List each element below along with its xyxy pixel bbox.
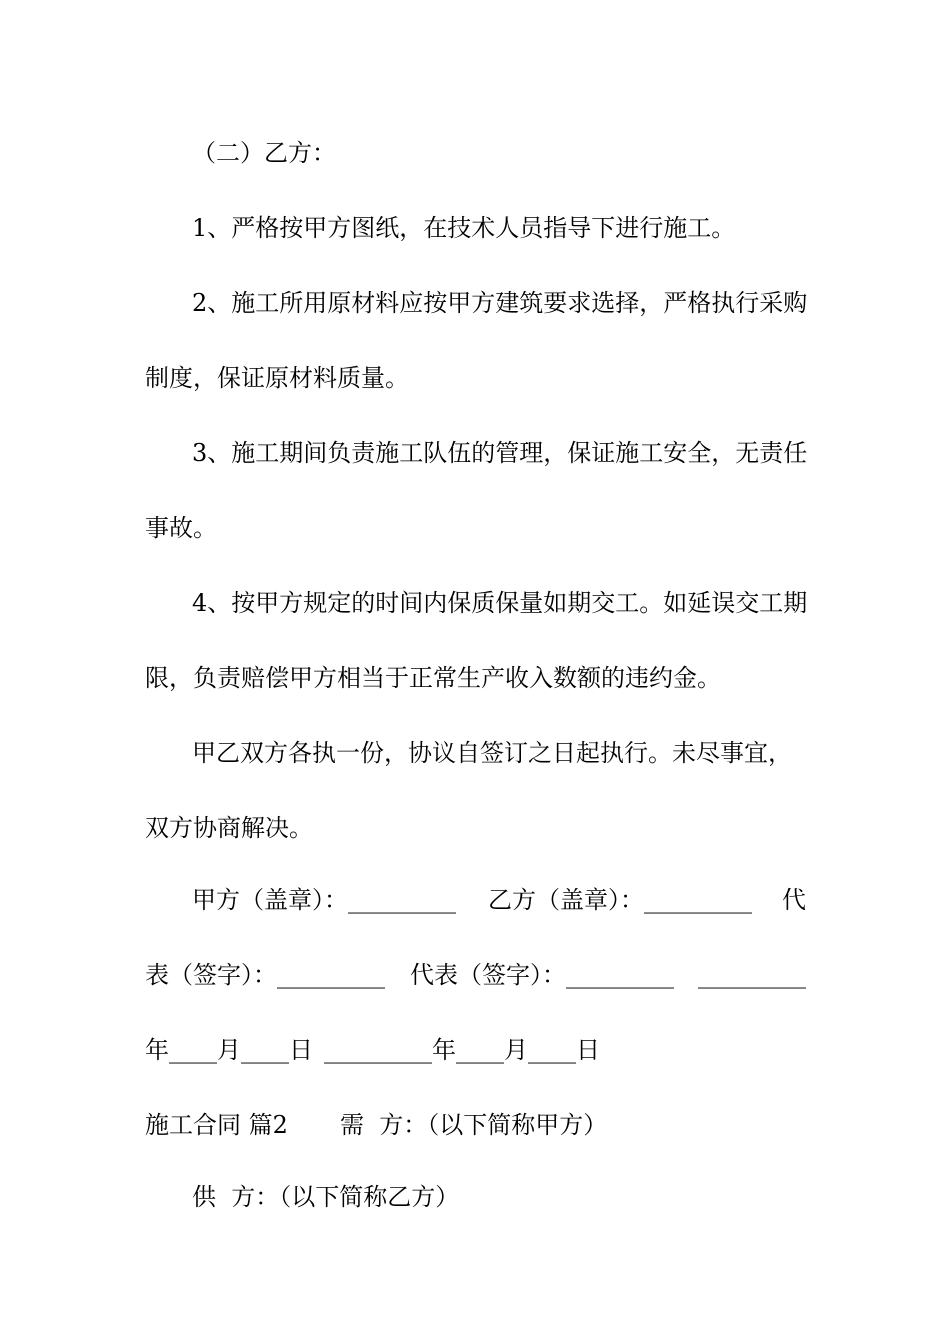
representative-label-start: 代: [782, 886, 806, 914]
clause-3-line-1: 3、施工期间负责施工队伍的管理，保证施工安全，无责任: [192, 439, 808, 467]
section-2-heading: 施工合同 篇2: [145, 1111, 288, 1139]
clause-2-line-2: 制度，保证原材料质量。: [145, 364, 409, 392]
signature-line-3: [0, 1030, 950, 1070]
party-a-seal: 甲方（盖章）：_________: [192, 886, 456, 914]
clause-3-line-2: 事故。: [145, 514, 217, 542]
party-b-representative: 代表（签字）：_________: [410, 961, 674, 989]
party-a-date: 年____月____日: [145, 1036, 313, 1064]
party-b-seal: 乙方（盖章）：_________: [488, 886, 752, 914]
supplier-line: 供 方：（以下简称乙方）: [192, 1183, 460, 1211]
section-heading-party-b: （二）乙方：: [192, 139, 336, 167]
clause-4-line-1: 4、按甲方规定的时间内保质保量如期交工。如延误交工期: [192, 589, 808, 617]
closing-paragraph-line-2: 双方协商解决。: [145, 814, 313, 842]
extra-blank: _________: [698, 961, 806, 989]
clause-2-line-1: 2、施工所用原材料应按甲方建筑要求选择，严格执行采购: [192, 289, 808, 317]
clause-4-line-2: 限，负责赔偿甲方相当于正常生产收入数额的违约金。: [145, 664, 721, 692]
buyer-line: 需 方：（以下简称甲方）: [340, 1111, 608, 1139]
signature-line-2: [0, 955, 950, 995]
section-2-line: [0, 1105, 950, 1145]
party-a-representative: 表（签字）：_________: [145, 961, 385, 989]
closing-paragraph-line-1: 甲乙双方各执一份，协议自签订之日起执行。未尽事宜，: [192, 739, 792, 767]
party-b-date: _________年____月____日: [324, 1036, 600, 1064]
clause-1: 1、严格按甲方图纸，在技术人员指导下进行施工。: [192, 214, 736, 242]
signature-line-1: [0, 880, 950, 920]
